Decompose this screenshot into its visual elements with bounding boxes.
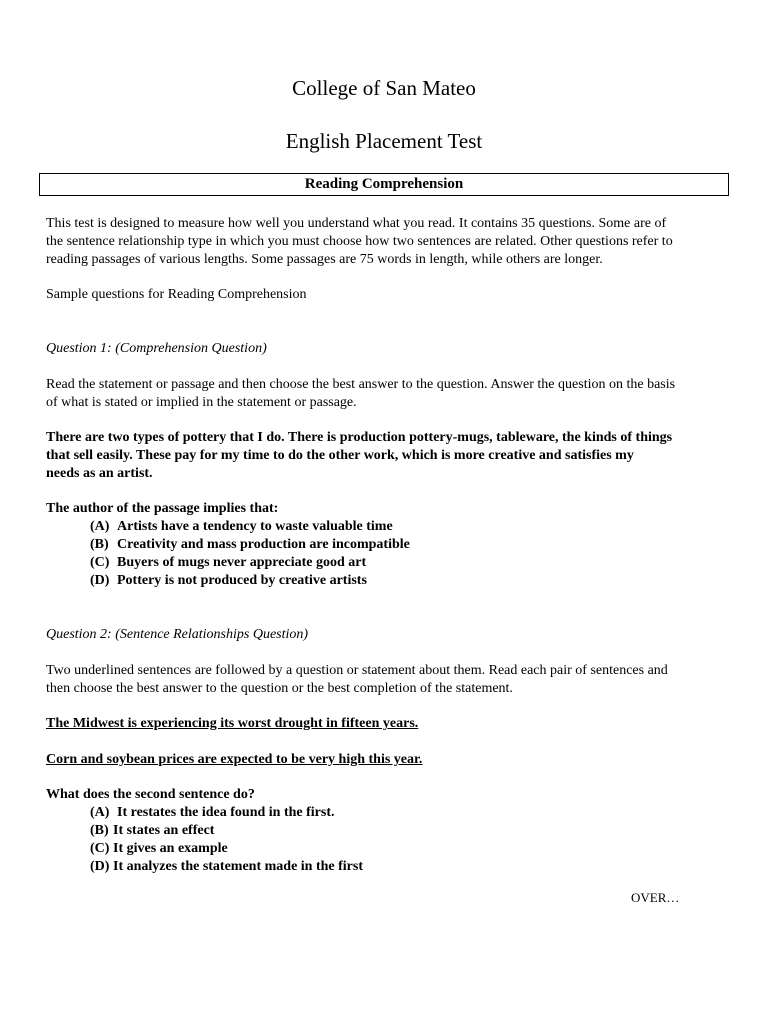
question2-prompt: What does the second sentence do?: [46, 787, 255, 802]
question2-sentence-1: The Midwest is experiencing its worst drought in fifteen years.: [46, 716, 419, 731]
question1-prompt: The author of the passage implies that:: [46, 501, 279, 516]
question1-option-d-letter: (D): [90, 573, 110, 588]
over-continuation-note: OVER…: [631, 890, 680, 905]
section-heading-box: [39, 173, 729, 196]
college-title: College of San Mateo: [292, 76, 476, 100]
question1-instruction-line-1: Read the statement or passage and then choose the best answer to the question. Answer the question on the basis: [46, 377, 676, 392]
question2-option-a-letter: (A): [90, 805, 110, 820]
question1-option-b-text: Creativity and mass production are incompatible: [117, 537, 410, 552]
question2-option-b-letter: (B): [90, 823, 109, 838]
question1-passage-line-3: needs as an artist.: [46, 466, 153, 481]
question2-sentence-2: Corn and soybean prices are expected to be very high this year.: [46, 752, 423, 767]
question1-passage-line-2: that sell easily. These pay for my time to do the other work, which is more creative and satisfies my: [46, 448, 634, 463]
question1-instruction-line-2: of what is stated or implied in the statement or passage.: [46, 395, 357, 410]
question2-option-d-text: It analyzes the statement made in the first: [113, 859, 364, 874]
question1-heading: Question 1: (Comprehension Question): [46, 341, 267, 356]
question2-option-b-text: It states an effect: [113, 823, 215, 838]
question2-instruction-line-2: then choose the best answer to the question or the best completion of the statement.: [46, 681, 513, 696]
question2-instruction-line-1: Two underlined sentences are followed by a question or statement about them. Read each pair of sentences and: [46, 663, 668, 678]
sample-label: Sample questions for Reading Comprehension: [46, 287, 307, 302]
intro-line-2: the sentence relationship type in which you must choose how two sentences are related. Other questions refer to: [46, 234, 673, 249]
question2-option-a-text: It restates the idea found in the first.: [117, 805, 335, 820]
intro-line-1: This test is designed to measure how well you understand what you read. It contains 35 questions. Some are of: [46, 216, 667, 231]
question1-option-b-letter: (B): [90, 537, 109, 552]
question1-option-d-text: Pottery is not produced by creative artists: [117, 573, 367, 588]
section-heading: Reading Comprehension: [304, 176, 464, 192]
question1-option-a-letter: (A): [90, 519, 110, 534]
intro-line-3: reading passages of various lengths. Some passages are 75 words in length, while others are longer.: [46, 252, 603, 267]
question2-option-c-letter: (C): [90, 841, 110, 856]
test-title: English Placement Test: [285, 129, 483, 153]
question1-passage-line-1: There are two types of pottery that I do. There is production pottery-mugs, tableware, the kinds of things: [46, 430, 673, 445]
question1-option-c-letter: (C): [90, 555, 110, 570]
question2-option-c-text: It gives an example: [113, 841, 228, 856]
question1-option-a-text: Artists have a tendency to waste valuable time: [117, 519, 393, 534]
question2-option-d-letter: (D): [90, 859, 110, 874]
question2-heading: Question 2: (Sentence Relationships Question): [46, 627, 309, 642]
question1-option-c-text: Buyers of mugs never appreciate good art: [117, 555, 367, 570]
